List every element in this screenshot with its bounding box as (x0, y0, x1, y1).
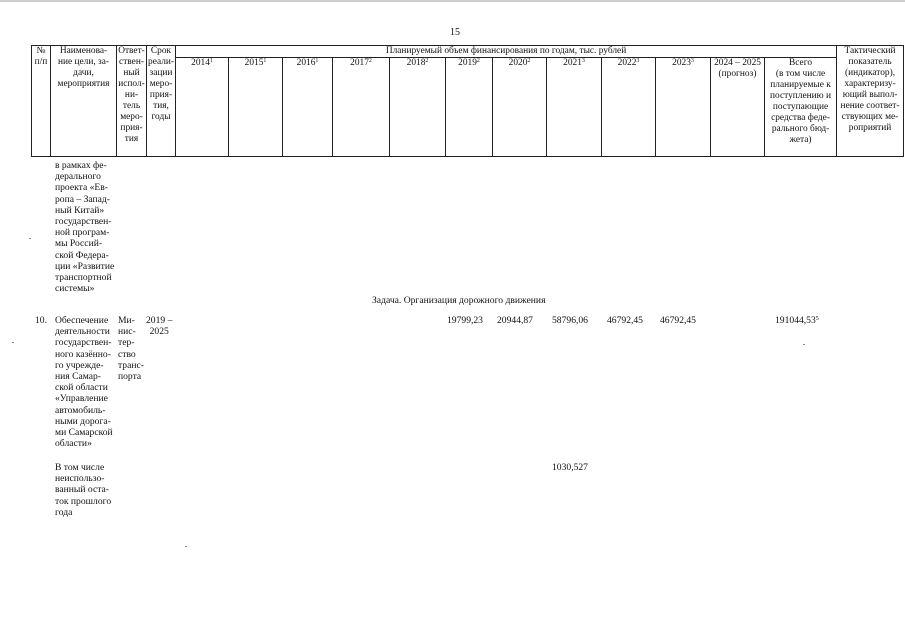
row-10-value-2022: 46792,45 (607, 315, 643, 326)
header-period: Срок реали- зации меро- прия- тия, годы (147, 46, 176, 157)
row-10-number: 10. (35, 315, 47, 326)
row-10-value-2020: 20944,87 (497, 315, 533, 326)
row-10-total: 191044,53$^5$ (775, 315, 819, 326)
row-including-value-2021: 1030,527 (552, 462, 588, 473)
header-forecast: 2024 – 2025 (прогноз) (711, 58, 765, 157)
header-year: 2017$^2$ (333, 58, 390, 157)
task-heading: Задача. Организация дорожного движения (372, 295, 546, 306)
header-executor: Ответ- ствен- ный испол- ни- тель меро- прия- тия (117, 46, 147, 157)
row-10-value-2023: 46792,45 (660, 315, 696, 326)
scan-speck (12, 342, 14, 343)
header-year: 2016$^1$ (283, 58, 333, 157)
row-10-executor: Ми- нис- тер- ство транс- порта (118, 315, 144, 383)
header-year: 2022$^3$ (602, 58, 656, 157)
header-year: 2018$^2$ (390, 58, 446, 157)
header-year: 2019$^2$ (446, 58, 493, 157)
scan-speck (185, 546, 187, 547)
scan-speck (29, 238, 31, 239)
row-10-name: Обеспечение деятельности государствен- ного казённо- го учрежде- ния Самар- ской области «Управление автомобиль- ными дорога- ми Самарской области» (55, 315, 113, 450)
header-no: № п/п (32, 46, 51, 157)
row-10-value-2021: 58796,06 (552, 315, 588, 326)
header-year: 2020$^2$ (493, 58, 547, 157)
header-year: 2014$^1$ (176, 58, 229, 157)
header-name: Наименова- ние цели, за- дачи, мероприятия (51, 46, 117, 157)
header-financing: Планируемый объем финансирования по годам, тыс. рублей (176, 46, 837, 58)
header-year: 2023$^3$ (656, 58, 711, 157)
header-total: Всего (в том числе планируемые к поступлению и поступающие средства феде- рального бюд- жета) (765, 58, 837, 157)
scan-speck (803, 344, 805, 345)
row-including-name: В том числе неиспользо- ванный оста- ток прошлого года (55, 462, 112, 518)
page-number: 15 (450, 27, 460, 38)
financing-table-header (31, 45, 904, 157)
header-year: 2015$^1$ (229, 58, 283, 157)
row-10-value-2019: 19799,23 (447, 315, 483, 326)
header-indicator: Тактический показатель (индикатор), характеризу- ющий выпол- нение соответ- ствующих ме- роприятий (837, 46, 904, 157)
continued-activity-text: в рамках фе- дерального проекта «Ев- ропа – Запад- ный Китай» государствен- ной програм- мы Россий- ской Федера- ции «Развитие транспортной системы» (55, 160, 115, 295)
scan-top-edge (0, 0, 905, 2)
header-year: 2021$^3$ (547, 58, 602, 157)
row-10-period: 2019 – 2025 (146, 315, 173, 338)
